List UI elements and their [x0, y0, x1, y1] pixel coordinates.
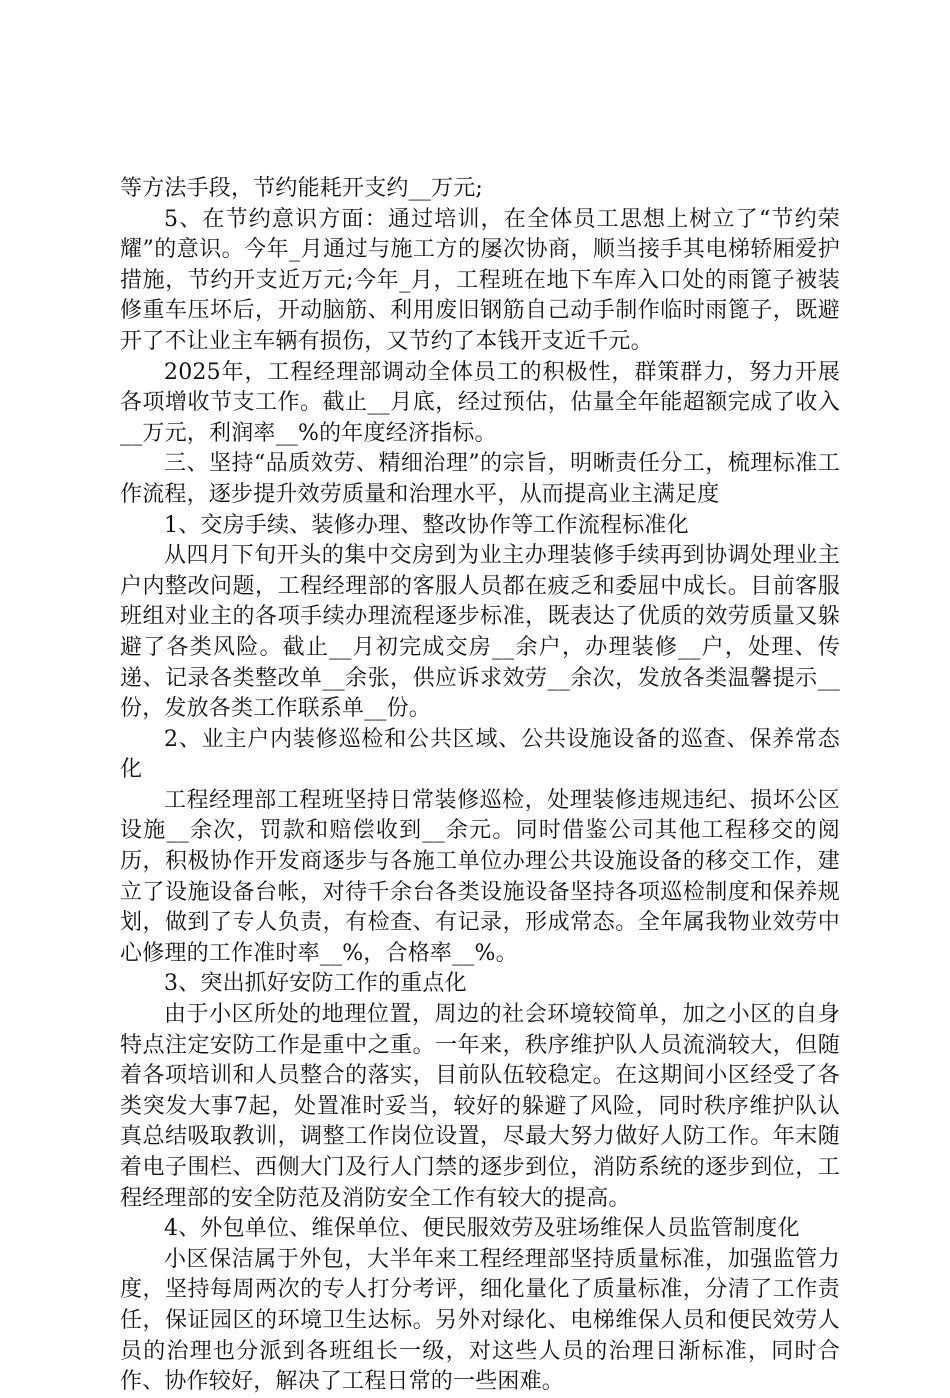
- paragraph-energy-saving-tail: 等方法手段，节约能耗开支约__万元;: [120, 176, 484, 201]
- subheading-process-standardization: 1、交房手续、装修办理、整改协作等工作流程标准化: [164, 512, 689, 538]
- document-body: [120, 174, 840, 1398]
- paragraph-security-work: 由于小区所处的地理位置，周边的社会环境较简单，加之小区的自身特点注定安防工作是重中之重。一年来，秩序维护队人员流淌较大，但随着各项培训和人员整合的落实，目前队伍较稳定。在这期间小区经受了各类突发大事7起，处置准时妥当，较好的躲避了风险，同时秩序维护队认真总结吸取教训，调整工作岗位设置，尽最大努力做好人防工作。年末随着电子围栏、西侧大门及行人门禁的逐步到位，消防系统的逐步到位，工程经理部的安全防范及消防安全工作有较大的提高。: [120, 1002, 840, 1211]
- paragraph-engineering-inspection: 工程经理部工程班坚持日常装修巡检，处理装修违规违纪、损坏公区设施__余次，罚款和赔偿收到__余元。同时借鉴公司其他工程移交的阅历，积极协作开发商逐步与各施工单位办理公共设施设备的移交工作，建立了设施设备台帐，对待千余台各类设施设备坚持各项巡检制度和保养规划，做到了专人负责，有检查、有记录，形成常态。全年属我物业效劳中心修理的工作准时率__%，合格率__%。: [120, 787, 840, 966]
- subheading-inspection-maintenance: 2、业主户内装修巡检和公共区域、公共设施设备的巡查、保养常态化: [120, 726, 840, 783]
- subheading-security-focus: 3、突出抓好安防工作的重点化: [164, 971, 467, 997]
- paragraph-annual-economic-targets: 2025年，工程经理部调动全体员工的积极性，群策群力，努力开展各项增收节支工作。截止__月底，经过预估，估量全年能超额完成了收入__万元，利润率__%的年度经济指标。: [120, 359, 840, 446]
- subheading-outsourcing-supervision: 4、外包单位、维保单位、便民服效劳及驻场维保人员监管制度化: [164, 1216, 800, 1242]
- paragraph-saving-awareness: 5、在节约意识方面：通过培训，在全体员工思想上树立了“节约荣耀”的意识。今年_月通过与施工方的屡次协商，顺当接手其电梯轿厢爱护措施，节约开支近万元;今年_月，工程班在地下车库入口处的雨篦子被装修重车压坏后，开动脑筋、利用废旧钢筋自己动手制作临时雨篦子，既避开了不让业主车辆有损伤，又节约了本钱开支近千元。: [120, 206, 840, 354]
- paragraph-customer-service: 从四月下旬开头的集中交房到为业主办理装修手续再到协调处理业主户内整改问题，工程经理部的客服人员都在疲乏和委屈中成长。目前客服班组对业主的各项手续办理流程逐步标准，既表达了优质的效劳质量又躲避了各类风险。截止__月初完成交房__余户，办理装修__户，处理、传递、记录各类整改单__余张，供应诉求效劳__余次，发放各类温馨提示__份，发放各类工作联系单__份。: [120, 543, 840, 722]
- section-heading-quality-service: 三、坚持“品质效劳、精细治理”的宗旨，明晰责任分工，梳理标准工作流程，逐步提升效劳质量和治理水平，从而提高业主满足度: [120, 451, 840, 507]
- paragraph-outsourcing-management: 小区保洁属于外包，大半年来工程经理部坚持质量标准，加强监管力度，坚持每周两次的专人打分考评，细化量化了质量标准，分清了工作责任，保证园区的环境卫生达标。另外对绿化、电梯维保人员和便民效劳人员的治理也分派到各班组长一级，对这些人员的治理日渐标准，同时合作、协作较好，解决了工程日常的一些困难。: [120, 1246, 840, 1395]
